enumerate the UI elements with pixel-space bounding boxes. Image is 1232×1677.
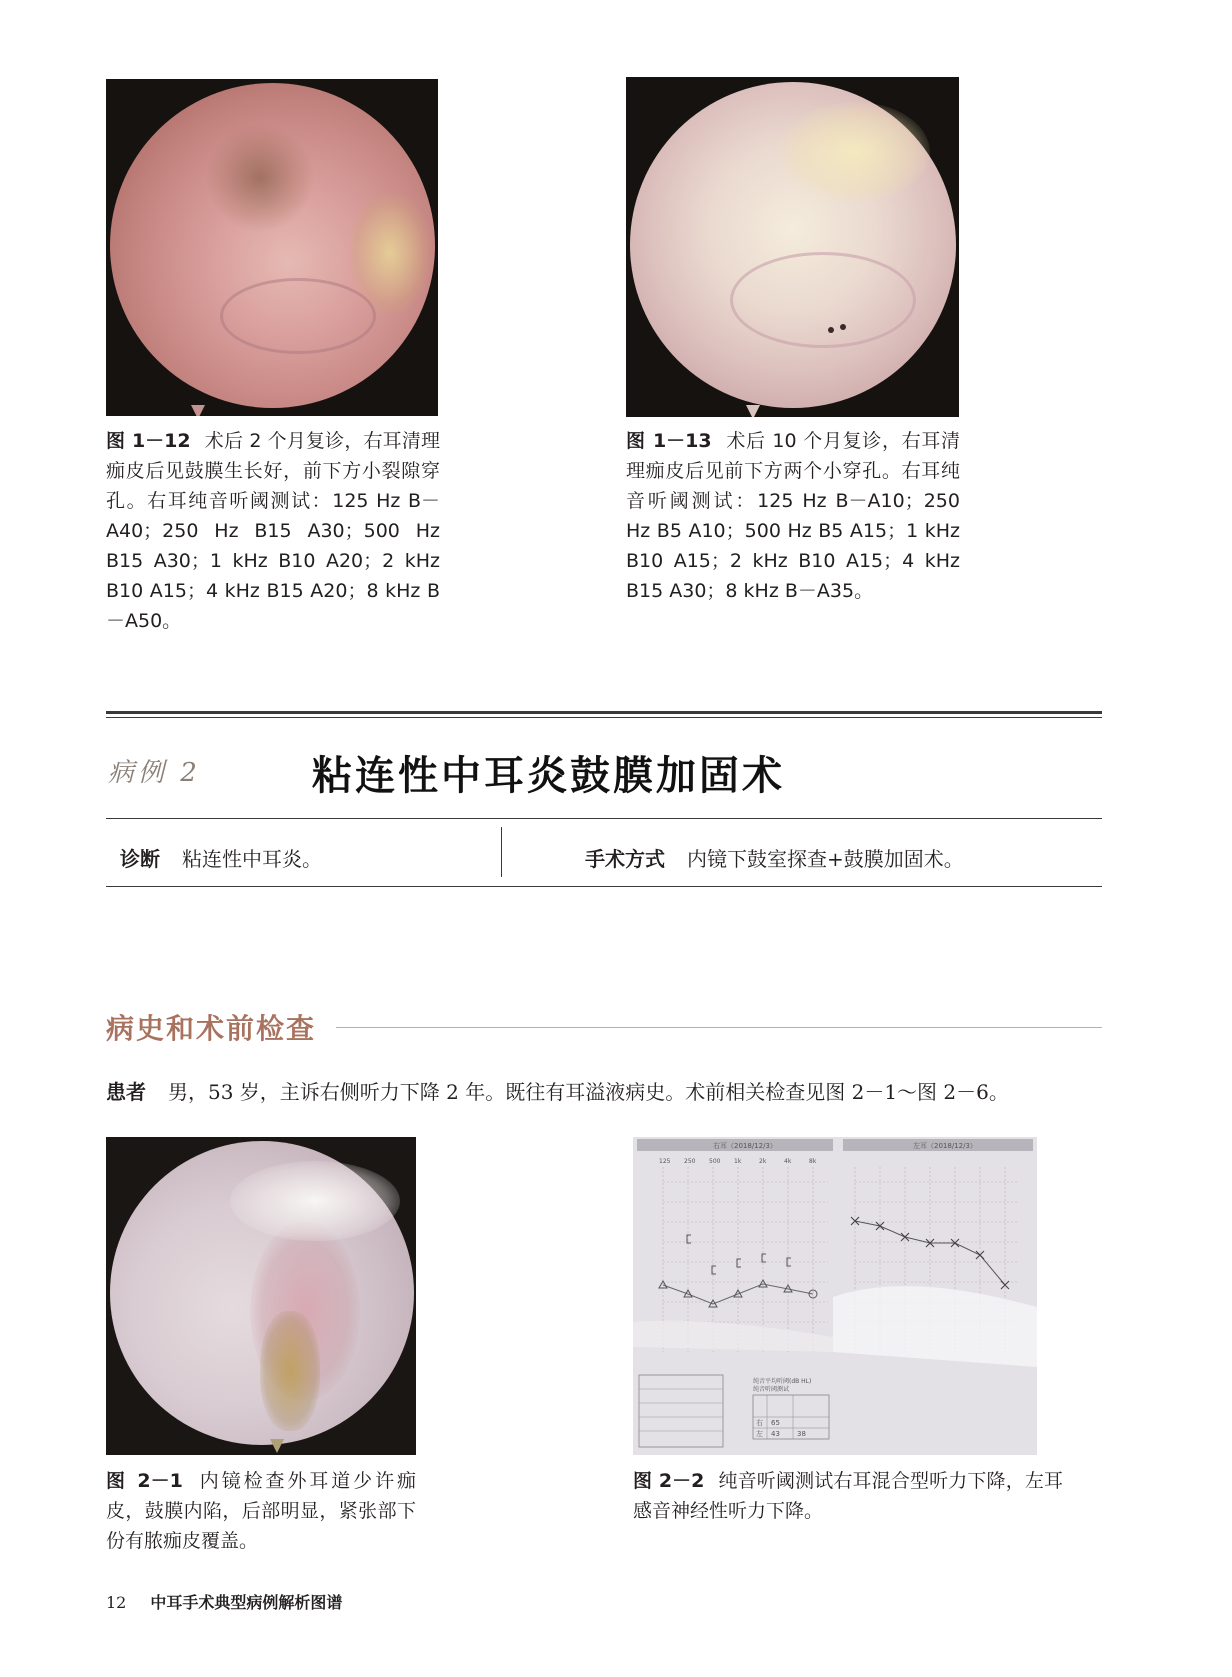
case-label: 病例 2 [108,758,201,788]
right-ear-header: 右耳（2018/12/3） [713,1142,777,1150]
vertical-divider [501,827,502,877]
surgery-value: 内镜下鼓室探查+鼓膜加固术。 [687,847,964,871]
pta-subtitle: 纯音听阈测试 [753,1386,790,1393]
patient-text: 男，53 岁，主诉右侧听力下降 2 年。既往有耳溢液病史。术前相关检查见图 2－1～图 2－6。 [168,1080,1009,1104]
pta-cell: 右 [756,1419,763,1427]
case-mid-rule [106,818,1102,819]
caption-text: 纯音听阈测试右耳混合型听力下降，左耳感音神经性听力下降。 [633,1470,1063,1522]
case-top-rule-thin [106,717,1102,718]
figure-label: 图 1－13 [626,430,712,452]
patient-label: 患者 [106,1080,146,1104]
freq-tick: 500 [709,1158,721,1165]
figure-label: 图 2－2 [633,1470,705,1492]
freq-tick: 250 [684,1158,696,1165]
figure-label: 图 2－1 [106,1470,183,1492]
audiogram-sheet [633,1137,1037,1455]
figure-1-13-photo [626,77,959,417]
diagnosis-label: 诊断 [120,847,160,871]
freq-tick: 2k [759,1158,767,1165]
surgery-label: 手术方式 [585,847,665,871]
case-bottom-rule [106,886,1102,887]
case-top-rule-thick [106,711,1102,714]
page-footer [106,1590,342,1613]
page-number: 12 [106,1593,127,1612]
pta-cell: 65 [771,1419,780,1427]
figure-2-2-caption [633,1466,1063,1526]
figure-2-1-photo [106,1137,416,1455]
endoscope-view [110,1141,414,1445]
endoscope-view [110,83,435,408]
figure-1-12-photo [106,79,438,416]
diagnosis-value: 粘连性中耳炎。 [182,847,322,871]
pta-cell: 左 [756,1430,763,1438]
endoscope-view [630,82,956,408]
pta-title: 纯音平均听阈(dB HL) [753,1378,812,1385]
caption-text: 内镜检查外耳道少许痂皮，鼓膜内陷，后部明显，紧张部下份有脓痂皮覆盖。 [106,1470,416,1552]
diagnosis [120,843,322,872]
section-title-line [336,1027,1102,1028]
case-title: 粘连性中耳炎鼓膜加固术 [312,752,785,799]
pta-cell: 43 [771,1430,780,1438]
caption-text: 术后 10 个月复诊，右耳清理痂皮后见前下方两个小穿孔。右耳纯音听阈测试：125 Hz B－A10；250 Hz B5 A10；500 Hz B5 A15；1 kHz B10 A15；2 kHz B10 A15；4 kHz B15 A30；8 kHz B－A35。 [626,430,960,602]
freq-tick: 125 [659,1158,671,1165]
figure-1-12-caption [106,426,440,636]
book-title: 中耳手术典型病例解析图谱 [150,1593,343,1612]
freq-tick: 4k [784,1158,792,1165]
figure-1-13-caption [626,426,960,606]
freq-tick: 1k [734,1158,742,1165]
caption-text: 术后 2 个月复诊，右耳清理痂皮后见鼓膜生长好，前下方小裂隙穿孔。右耳纯音听阈测试：125 Hz B－A40；250 Hz B15 A30；500 Hz B15 A30；1 kHz B10 A20；2 kHz B10 A15；4 kHz B15 A20；8 kHz B－A50。 [106,430,441,632]
surgery-method [585,843,964,872]
section-title: 病史和术前检查 [106,1012,317,1045]
patient-paragraph [106,1076,1106,1105]
figure-2-1-caption [106,1466,416,1556]
freq-tick: 8k [809,1158,817,1165]
left-ear-header: 左耳（2018/12/3） [913,1142,977,1150]
figure-label: 图 1－12 [106,430,191,452]
figure-2-2-audiogram-photo [633,1137,1037,1455]
pta-cell: 38 [797,1430,806,1438]
